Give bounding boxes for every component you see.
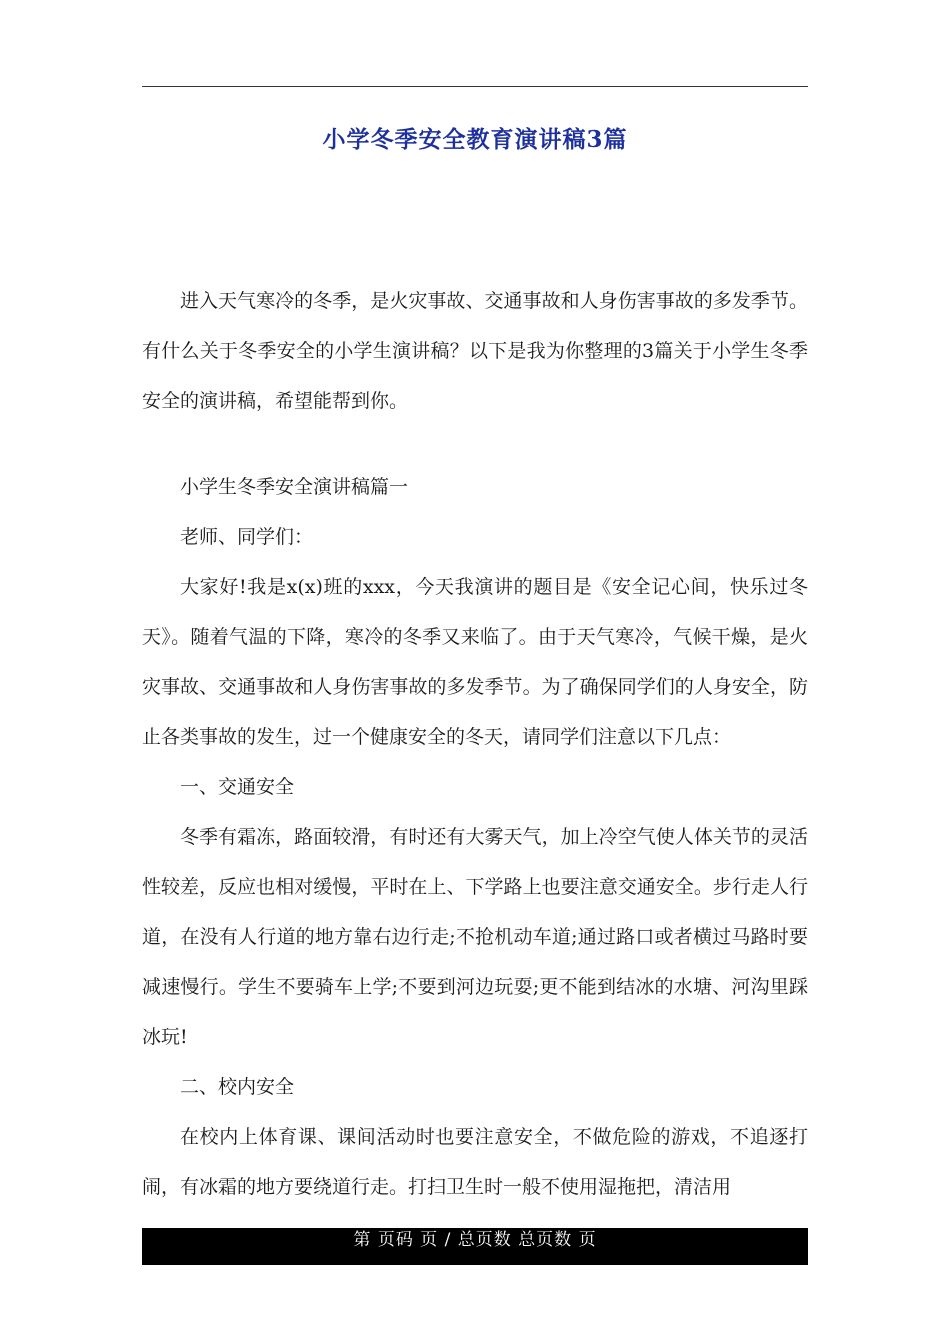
section-heading: 小学生冬季安全演讲稿篇一 — [180, 476, 409, 498]
body-paragraph: 冬季有霜冻，路面较滑，有时还有大雾天气，加上冷空气使人体关节的灵活性较差，反应也相对缓慢，平时在上、下学路上也要注意交通安全。步行走人行道，在没有人行道的地方靠右边行走;不抢机动车道;通过路口或者横过马路时要减速慢行。学生不要骑车上学;不要到河边玩耍;更不能到结冰的水塘、河沟里踩冰玩! — [142, 826, 808, 1048]
document-body — [142, 240, 808, 1212]
body-paragraph: 在校内上体育课、课间活动时也要注意安全，不做危险的游戏，不追逐打闹，有冰霜的地方要绕道行走。打扫卫生时一般不使用湿拖把，清洁用 — [142, 1126, 808, 1198]
subheading-traffic-safety: 一、交通安全 — [180, 776, 295, 798]
subheading-campus-safety: 二、校内安全 — [180, 1076, 295, 1098]
document-title: 小学冬季安全教育演讲稿3篇 — [322, 126, 628, 153]
page-footer: 第 页码 页 / 总页数 总页数 页 — [142, 1228, 808, 1265]
body-paragraph: 大家好!我是x(x)班的xxx，今天我演讲的题目是《安全记心间，快乐过冬天》。随着气温的下降，寒冷的冬季又来临了。由于天气寒冷，气候干燥，是火灾事故、交通事故和人身伤害事故的多发季节。为了确保同学们的人身安全，防止各类事故的发生，过一个健康安全的冬天，请同学们注意以下几点： — [142, 576, 808, 748]
header-rule — [142, 86, 808, 87]
intro-paragraph: 进入天气寒冷的冬季，是火灾事故、交通事故和人身伤害事故的多发季节。有什么关于冬季安全的小学生演讲稿？以下是我为你整理的3篇关于小学生冬季安全的演讲稿，希望能帮到你。 — [142, 290, 808, 412]
salutation: 老师、同学们： — [180, 526, 314, 548]
